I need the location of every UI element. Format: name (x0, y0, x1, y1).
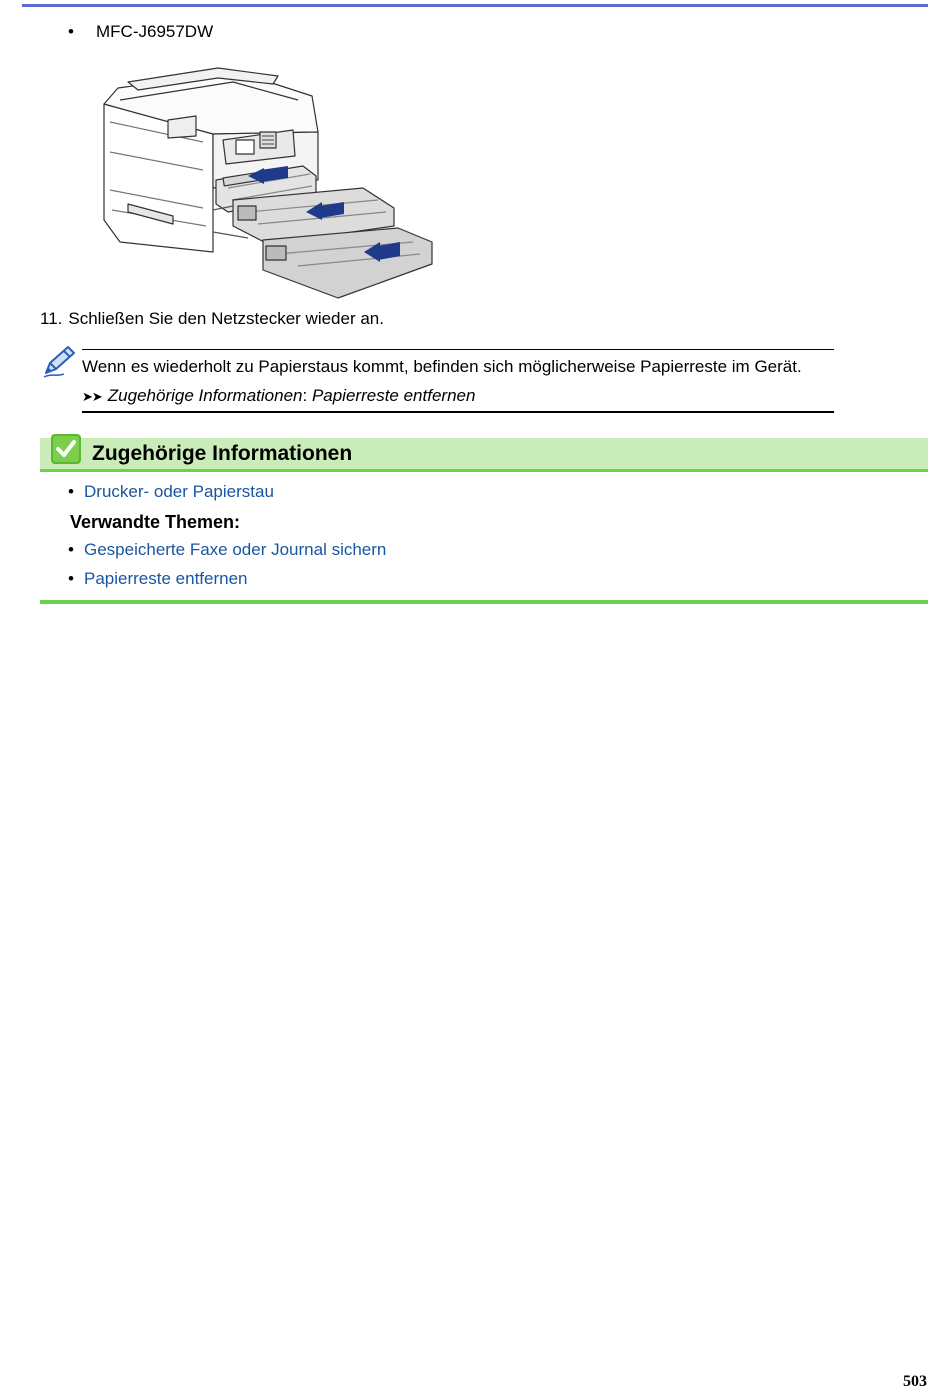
pencil-note-icon (42, 343, 78, 379)
note-link-prefix[interactable]: Zugehörige Informationen (107, 386, 303, 405)
note-link-target[interactable]: Papierreste entfernen (311, 386, 476, 405)
bullet: • (68, 22, 74, 41)
checkmark-icon (50, 433, 82, 465)
related-topic-item (68, 539, 386, 561)
top-rule (22, 4, 928, 7)
page-number: 503 (903, 1373, 927, 1390)
printer-tray-illustration (98, 60, 438, 302)
model-list-item (68, 21, 213, 43)
bullet: • (68, 540, 74, 559)
related-topic-item (68, 568, 248, 590)
step-text: Schließen Sie den Netzstecker wieder an. (68, 309, 384, 328)
double-arrow-icon: ➤➤ (82, 389, 102, 404)
related-topics-heading: Verwandte Themen: (70, 512, 241, 532)
link-drucker-papierstau[interactable]: Drucker- oder Papierstau (84, 482, 274, 501)
note-text: Wenn es wiederholt zu Papierstaus kommt, befinden sich möglicherweise Papierreste im Gerät. (82, 357, 802, 376)
related-info-header (40, 438, 928, 472)
step-11 (40, 308, 384, 330)
note-bottom-rule (82, 411, 834, 413)
bullet: • (68, 482, 74, 501)
related-info-title: Zugehörige Informationen (92, 442, 353, 465)
bullet: • (68, 569, 74, 588)
note-reference (82, 385, 475, 408)
link-papierreste[interactable]: Papierreste entfernen (84, 569, 248, 588)
model-label: MFC-J6957DW (96, 22, 214, 41)
step-number: 11. (40, 309, 63, 328)
related-info-bottom-rule (40, 600, 928, 604)
link-faxe-journal[interactable]: Gespeicherte Faxe oder Journal sichern (84, 540, 387, 559)
related-info-item (68, 481, 274, 503)
note-separator: : (302, 386, 312, 405)
note-top-rule (82, 349, 834, 350)
